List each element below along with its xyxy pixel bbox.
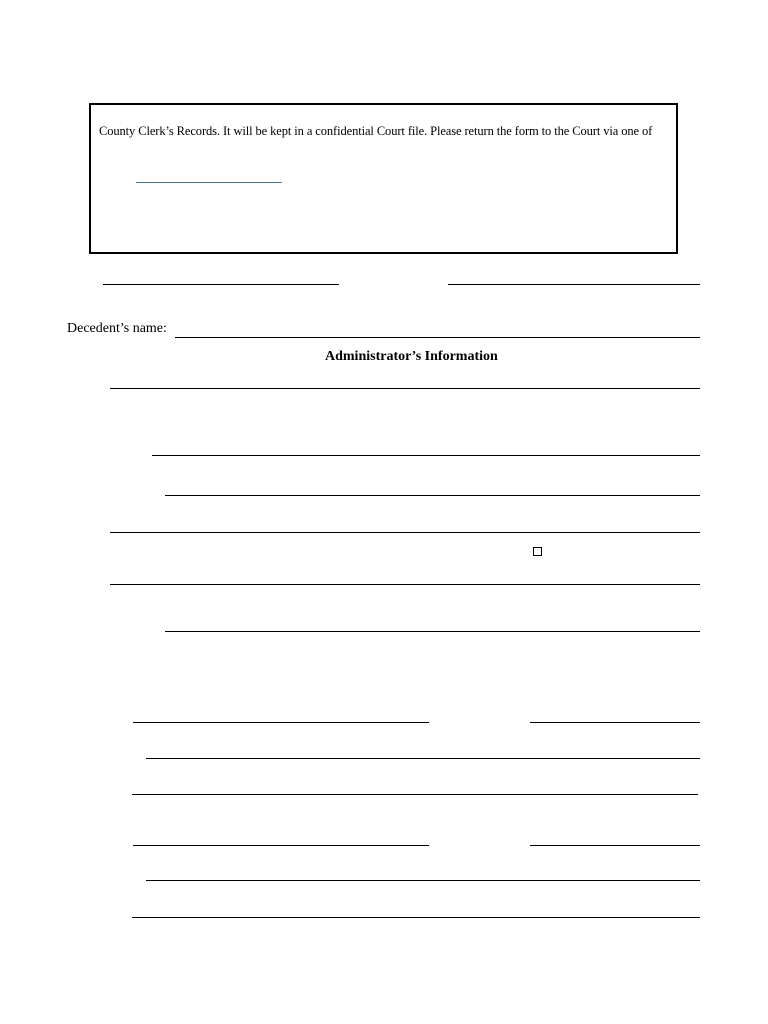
administrator-information-heading: Administrator’s Information — [325, 349, 498, 364]
administrator-field-line-6[interactable] — [165, 631, 700, 632]
administrator-checkbox[interactable] — [533, 547, 542, 556]
group-1-field-line-3[interactable] — [132, 794, 698, 795]
administrator-field-line-1[interactable] — [110, 388, 700, 389]
group-2-field-line-3[interactable] — [132, 917, 700, 918]
group-2-right-field-line[interactable] — [530, 845, 700, 846]
administrator-field-line-2[interactable] — [152, 455, 700, 456]
confidential-notice-text: County Clerk’s Records. It will be kept in a confidential Court file. Please return the form to the Court via one of — [99, 124, 653, 138]
group-2-field-line-2[interactable] — [146, 880, 700, 881]
group-1-field-line-2[interactable] — [146, 758, 700, 759]
decedent-name-label: Decedent’s name: — [67, 321, 167, 336]
group-1-right-field-line[interactable] — [530, 722, 700, 723]
top-left-blank-line[interactable] — [103, 284, 339, 285]
group-2-left-field-line[interactable] — [133, 845, 429, 846]
top-right-blank-line[interactable] — [448, 284, 700, 285]
return-method-link[interactable] — [136, 182, 282, 183]
administrator-field-line-5[interactable] — [110, 584, 700, 585]
administrator-field-line-3[interactable] — [165, 495, 700, 496]
group-1-left-field-line[interactable] — [133, 722, 429, 723]
confidential-notice-box — [89, 103, 678, 254]
administrator-field-line-4[interactable] — [110, 532, 700, 533]
decedent-name-field[interactable] — [175, 337, 700, 338]
